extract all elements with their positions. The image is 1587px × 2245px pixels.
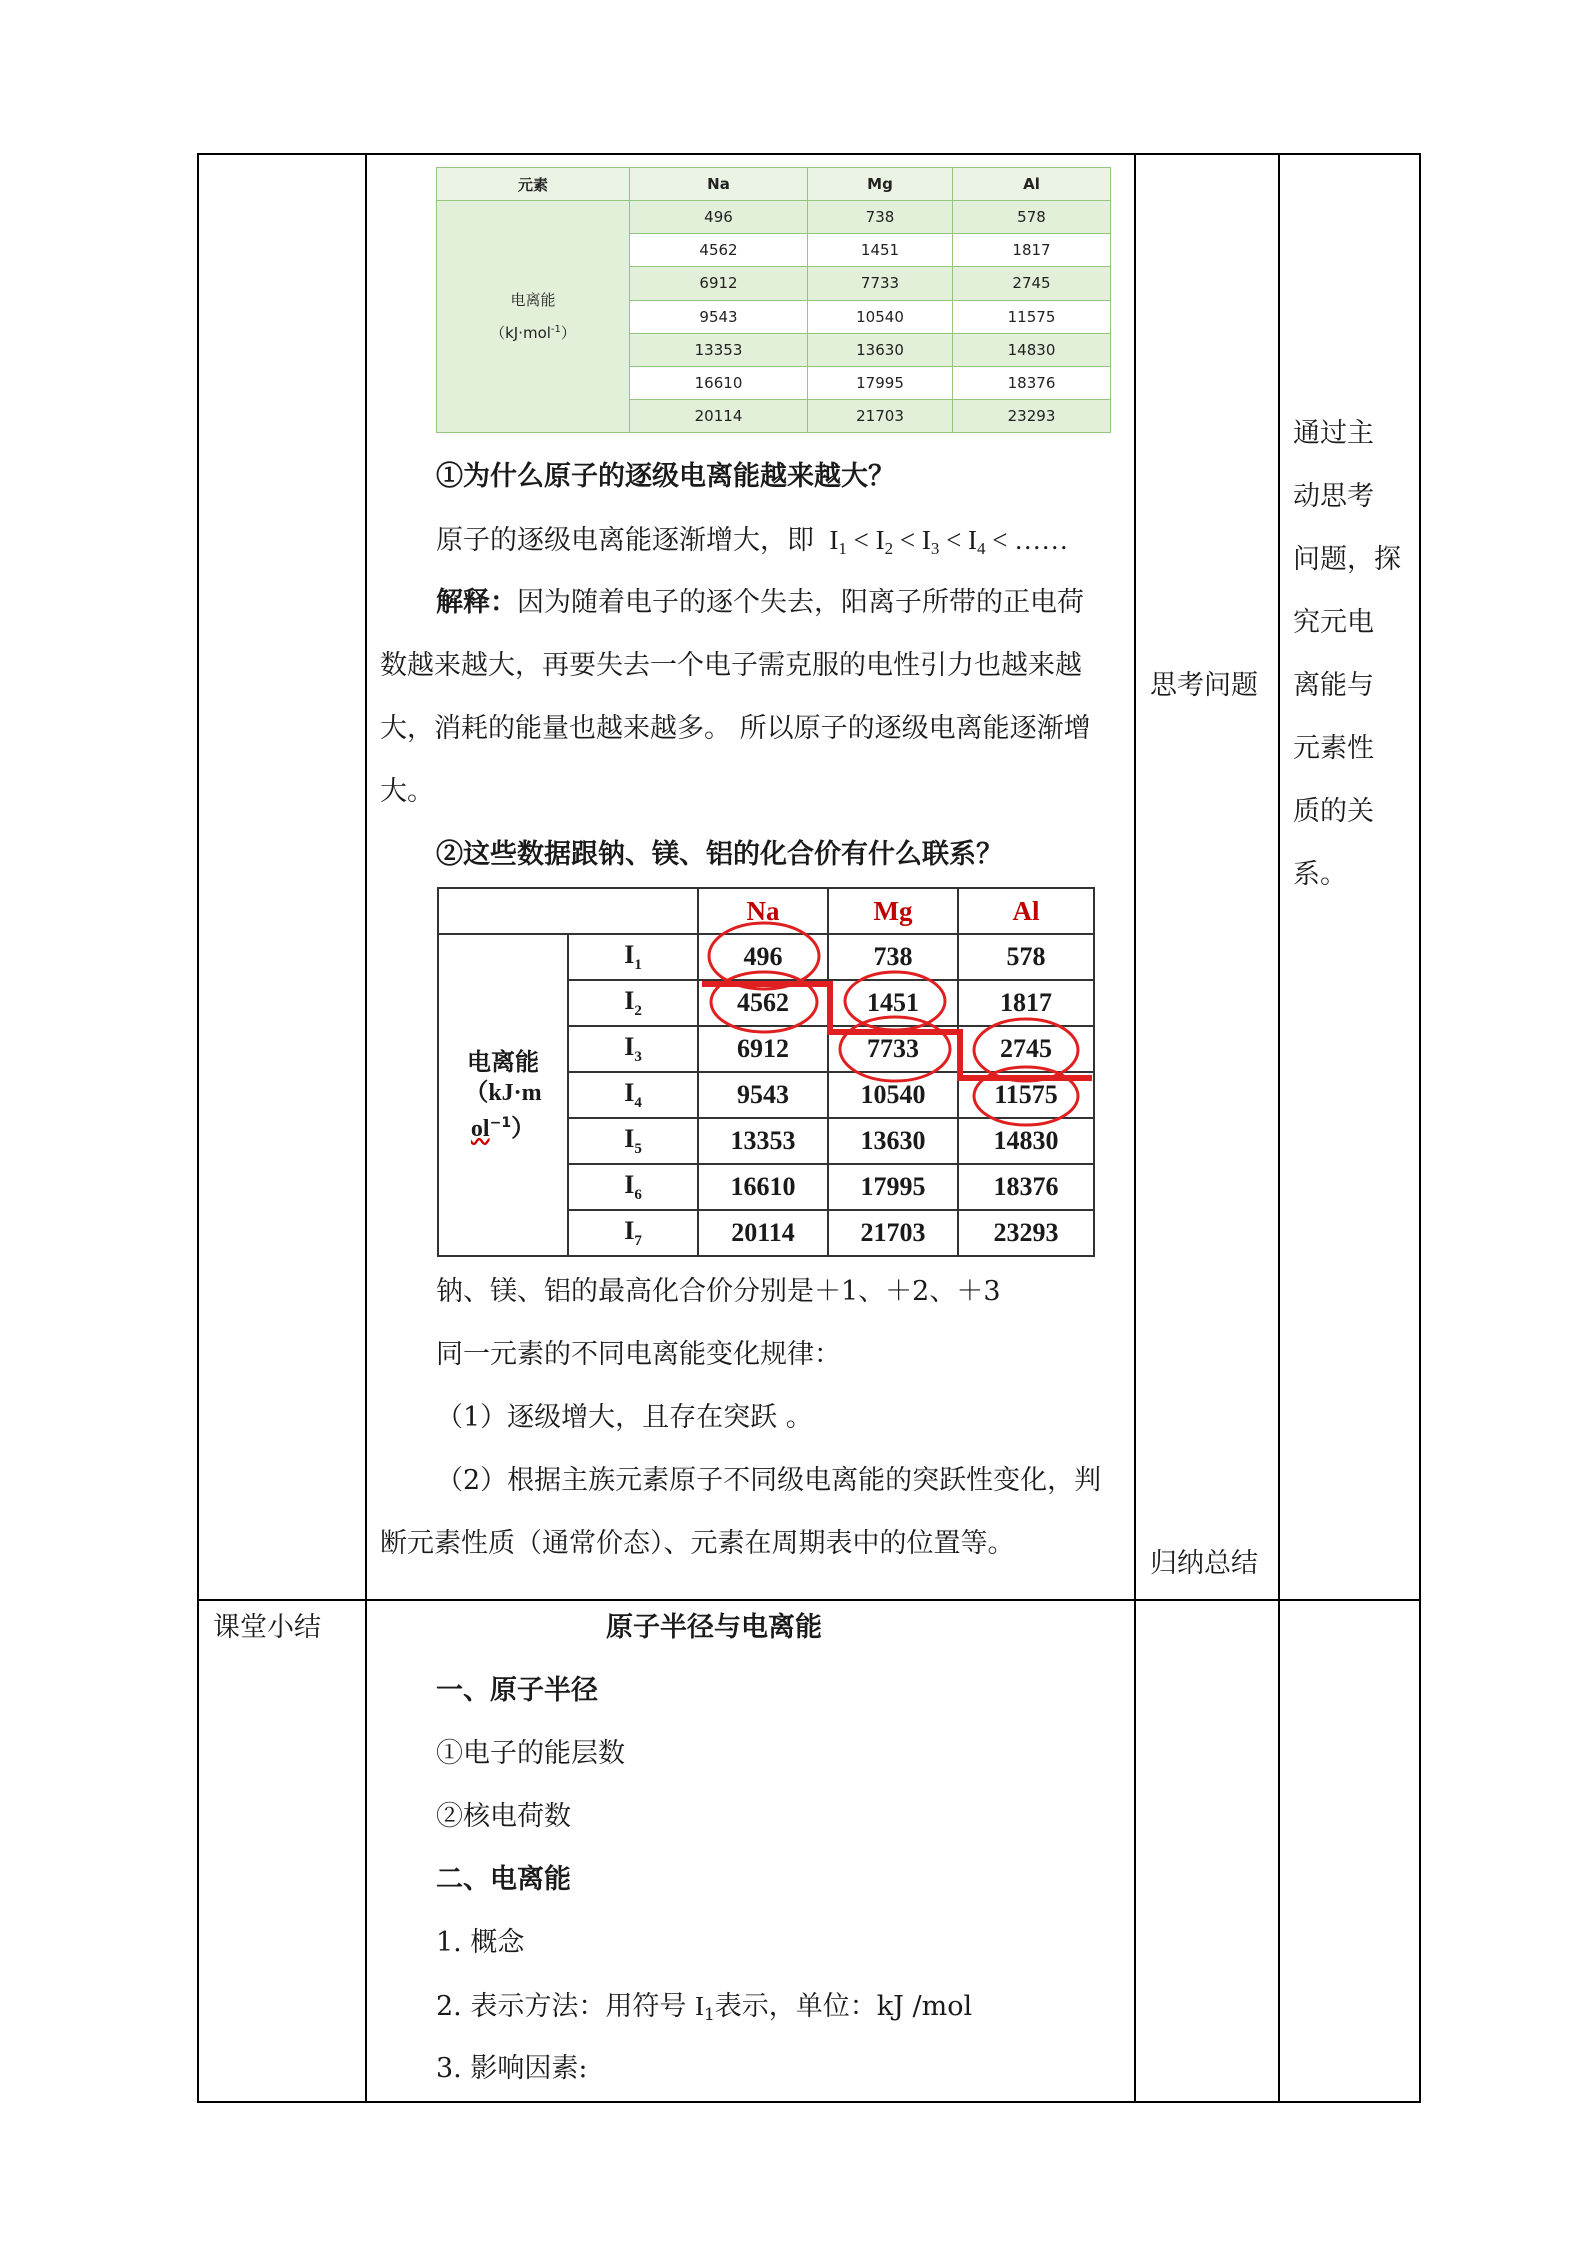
circle-na-i1 bbox=[709, 923, 819, 989]
header-cell-mg: Mg bbox=[828, 888, 958, 934]
table-cell: 18376 bbox=[953, 366, 1111, 399]
table-cell: 13353 bbox=[630, 333, 808, 366]
circle-mg-i3 bbox=[840, 1017, 950, 1081]
table-cell: 17995 bbox=[808, 366, 953, 399]
purpose-line: 动思考 bbox=[1293, 481, 1374, 512]
table-cell: 578 bbox=[958, 934, 1094, 980]
ion-label-7: $I_7$ bbox=[568, 1210, 698, 1256]
table-cell: 10540 bbox=[808, 300, 953, 333]
summary-heading-2: 二、电离能 bbox=[436, 1864, 571, 1895]
explanation-line-2: 数越来越大，再要失去一个电子需克服的电性引力也越来越 bbox=[380, 650, 1082, 681]
table-cell: 13630 bbox=[828, 1118, 958, 1164]
max-valence-line: 钠、镁、铝的最高化合价分别是＋1、＋2、＋3 bbox=[436, 1276, 1001, 1307]
table-cell: 20114 bbox=[698, 1210, 828, 1256]
purpose-line: 究元电 bbox=[1293, 607, 1374, 638]
table-cell: 21703 bbox=[808, 399, 953, 432]
explanation-line-4: 大。 bbox=[380, 776, 434, 807]
inequality: $I_1 < I_2 < I_3 < I_4$ < …… bbox=[829, 525, 1069, 558]
header-cell: Na bbox=[630, 168, 808, 201]
table-cell: 18376 bbox=[958, 1164, 1094, 1210]
class-summary-label: 课堂小结 bbox=[213, 1612, 321, 1643]
header-cell-na: Na bbox=[698, 888, 828, 934]
think-question-label: 思考问题 bbox=[1150, 670, 1258, 701]
table-cell: 16610 bbox=[630, 366, 808, 399]
table-cell: 1451 bbox=[808, 234, 953, 267]
purpose-line: 通过主 bbox=[1293, 418, 1374, 449]
table-cell: 1817 bbox=[958, 980, 1094, 1026]
table-cell: 11575 bbox=[953, 300, 1111, 333]
summary-item-2: ②核电荷数 bbox=[436, 1801, 571, 1832]
header-cell: Al bbox=[953, 168, 1111, 201]
rule-2-line-a: （2）根据主族元素原子不同级电离能的突跃性变化，判 bbox=[436, 1465, 1102, 1496]
rule-intro-line: 同一元素的不同电离能变化规律： bbox=[436, 1339, 841, 1370]
summary-point-1: 1. 概念 bbox=[436, 1927, 525, 1958]
rule-2-line-b: 断元素性质（通常价态）、元素在周期表中的位置等。 bbox=[380, 1528, 1015, 1559]
ion-label-4: $I_4$ bbox=[568, 1072, 698, 1118]
question-2-title: ②这些数据跟钠、镁、铝的化合价有什么联系？ bbox=[436, 839, 1003, 870]
table-cell: 2745 bbox=[958, 1026, 1094, 1072]
table-cell: 4562 bbox=[698, 980, 828, 1026]
ion-label-6: $I_6$ bbox=[568, 1164, 698, 1210]
table-cell: 17995 bbox=[828, 1164, 958, 1210]
table-cell: 23293 bbox=[958, 1210, 1094, 1256]
table-cell: 9543 bbox=[630, 300, 808, 333]
ion-label-5: $I_5$ bbox=[568, 1118, 698, 1164]
table-cell: 6912 bbox=[698, 1026, 828, 1072]
explanation-line-1: 解释：因为随着电子的逐个失去，阳离子所带的正电荷 bbox=[436, 587, 1084, 618]
table-cell: 738 bbox=[808, 201, 953, 234]
table-cell: 4562 bbox=[630, 234, 808, 267]
purpose-line: 系。 bbox=[1293, 859, 1347, 890]
table-cell: 13353 bbox=[698, 1118, 828, 1164]
header-cell-al: Al bbox=[958, 888, 1094, 934]
header-cell: 元素 bbox=[437, 168, 630, 201]
table-cell: 16610 bbox=[698, 1164, 828, 1210]
summary-item-1: ①电子的能层数 bbox=[436, 1738, 625, 1769]
question-1-title: ①为什么原子的逐级电离能越来越大？ bbox=[436, 461, 895, 492]
ion-label-2: $I_2$ bbox=[568, 980, 698, 1026]
purpose-line: 问题，探 bbox=[1293, 544, 1401, 575]
explanation-line-3: 大，消耗的能量也越来越多。 所以原子的逐级电离能逐渐增 bbox=[380, 713, 1091, 744]
ion-label-3: $I_3$ bbox=[568, 1026, 698, 1072]
summary-title: 原子半径与电离能 bbox=[606, 1612, 822, 1643]
header-cell: Mg bbox=[808, 168, 953, 201]
purpose-line: 质的关 bbox=[1293, 796, 1374, 827]
table-cell: 20114 bbox=[630, 399, 808, 432]
circle-mg-i2 bbox=[845, 972, 945, 1030]
summary-label: 归纳总结 bbox=[1150, 1548, 1258, 1579]
table-cell: 496 bbox=[698, 934, 828, 980]
table-cell: 23293 bbox=[953, 399, 1111, 432]
table-cell: 14830 bbox=[953, 333, 1111, 366]
question-1-statement: 原子的逐级电离能逐渐增大，即 $I_1 < I_2 < I_3 < I_4$ < …… bbox=[436, 525, 1069, 558]
summary-heading-1: 一、原子半径 bbox=[436, 1675, 598, 1706]
table-cell: 2745 bbox=[953, 267, 1111, 300]
table-cell: 578 bbox=[953, 201, 1111, 234]
table-cell: 9543 bbox=[698, 1072, 828, 1118]
table-cell: 7733 bbox=[808, 267, 953, 300]
rule-1-line: （1）逐级增大，且存在突跃 。 bbox=[436, 1402, 813, 1433]
table-cell: 1451 bbox=[828, 980, 958, 1026]
table-cell: 13630 bbox=[808, 333, 953, 366]
summary-point-3: 3. 影响因素: bbox=[436, 2053, 588, 2084]
summary-point-2: 2. 表示方法：用符号 $I_1$表示，单位：kJ /mol bbox=[436, 1991, 973, 2025]
table-cell: 21703 bbox=[828, 1210, 958, 1256]
purpose-line: 元素性 bbox=[1293, 733, 1374, 764]
purpose-line: 离能与 bbox=[1293, 670, 1374, 701]
ionization-energy-label: 电离能 （kJ·m $ol^{-1}$） bbox=[438, 934, 568, 1256]
table-cell: 738 bbox=[828, 934, 958, 980]
table-cell: 496 bbox=[630, 201, 808, 234]
circle-al-i3 bbox=[974, 1019, 1078, 1081]
table-cell: 10540 bbox=[828, 1072, 958, 1118]
table-cell: 7733 bbox=[828, 1026, 958, 1072]
table-cell: 11575 bbox=[958, 1072, 1094, 1118]
ionization-energy-label: 电离能 （kJ·mol$^{-1}$） bbox=[437, 201, 630, 433]
table-cell: 1817 bbox=[953, 234, 1111, 267]
table-cell: 14830 bbox=[958, 1118, 1094, 1164]
table-cell: 6912 bbox=[630, 267, 808, 300]
ion-label-1: $I_1$ bbox=[568, 934, 698, 980]
